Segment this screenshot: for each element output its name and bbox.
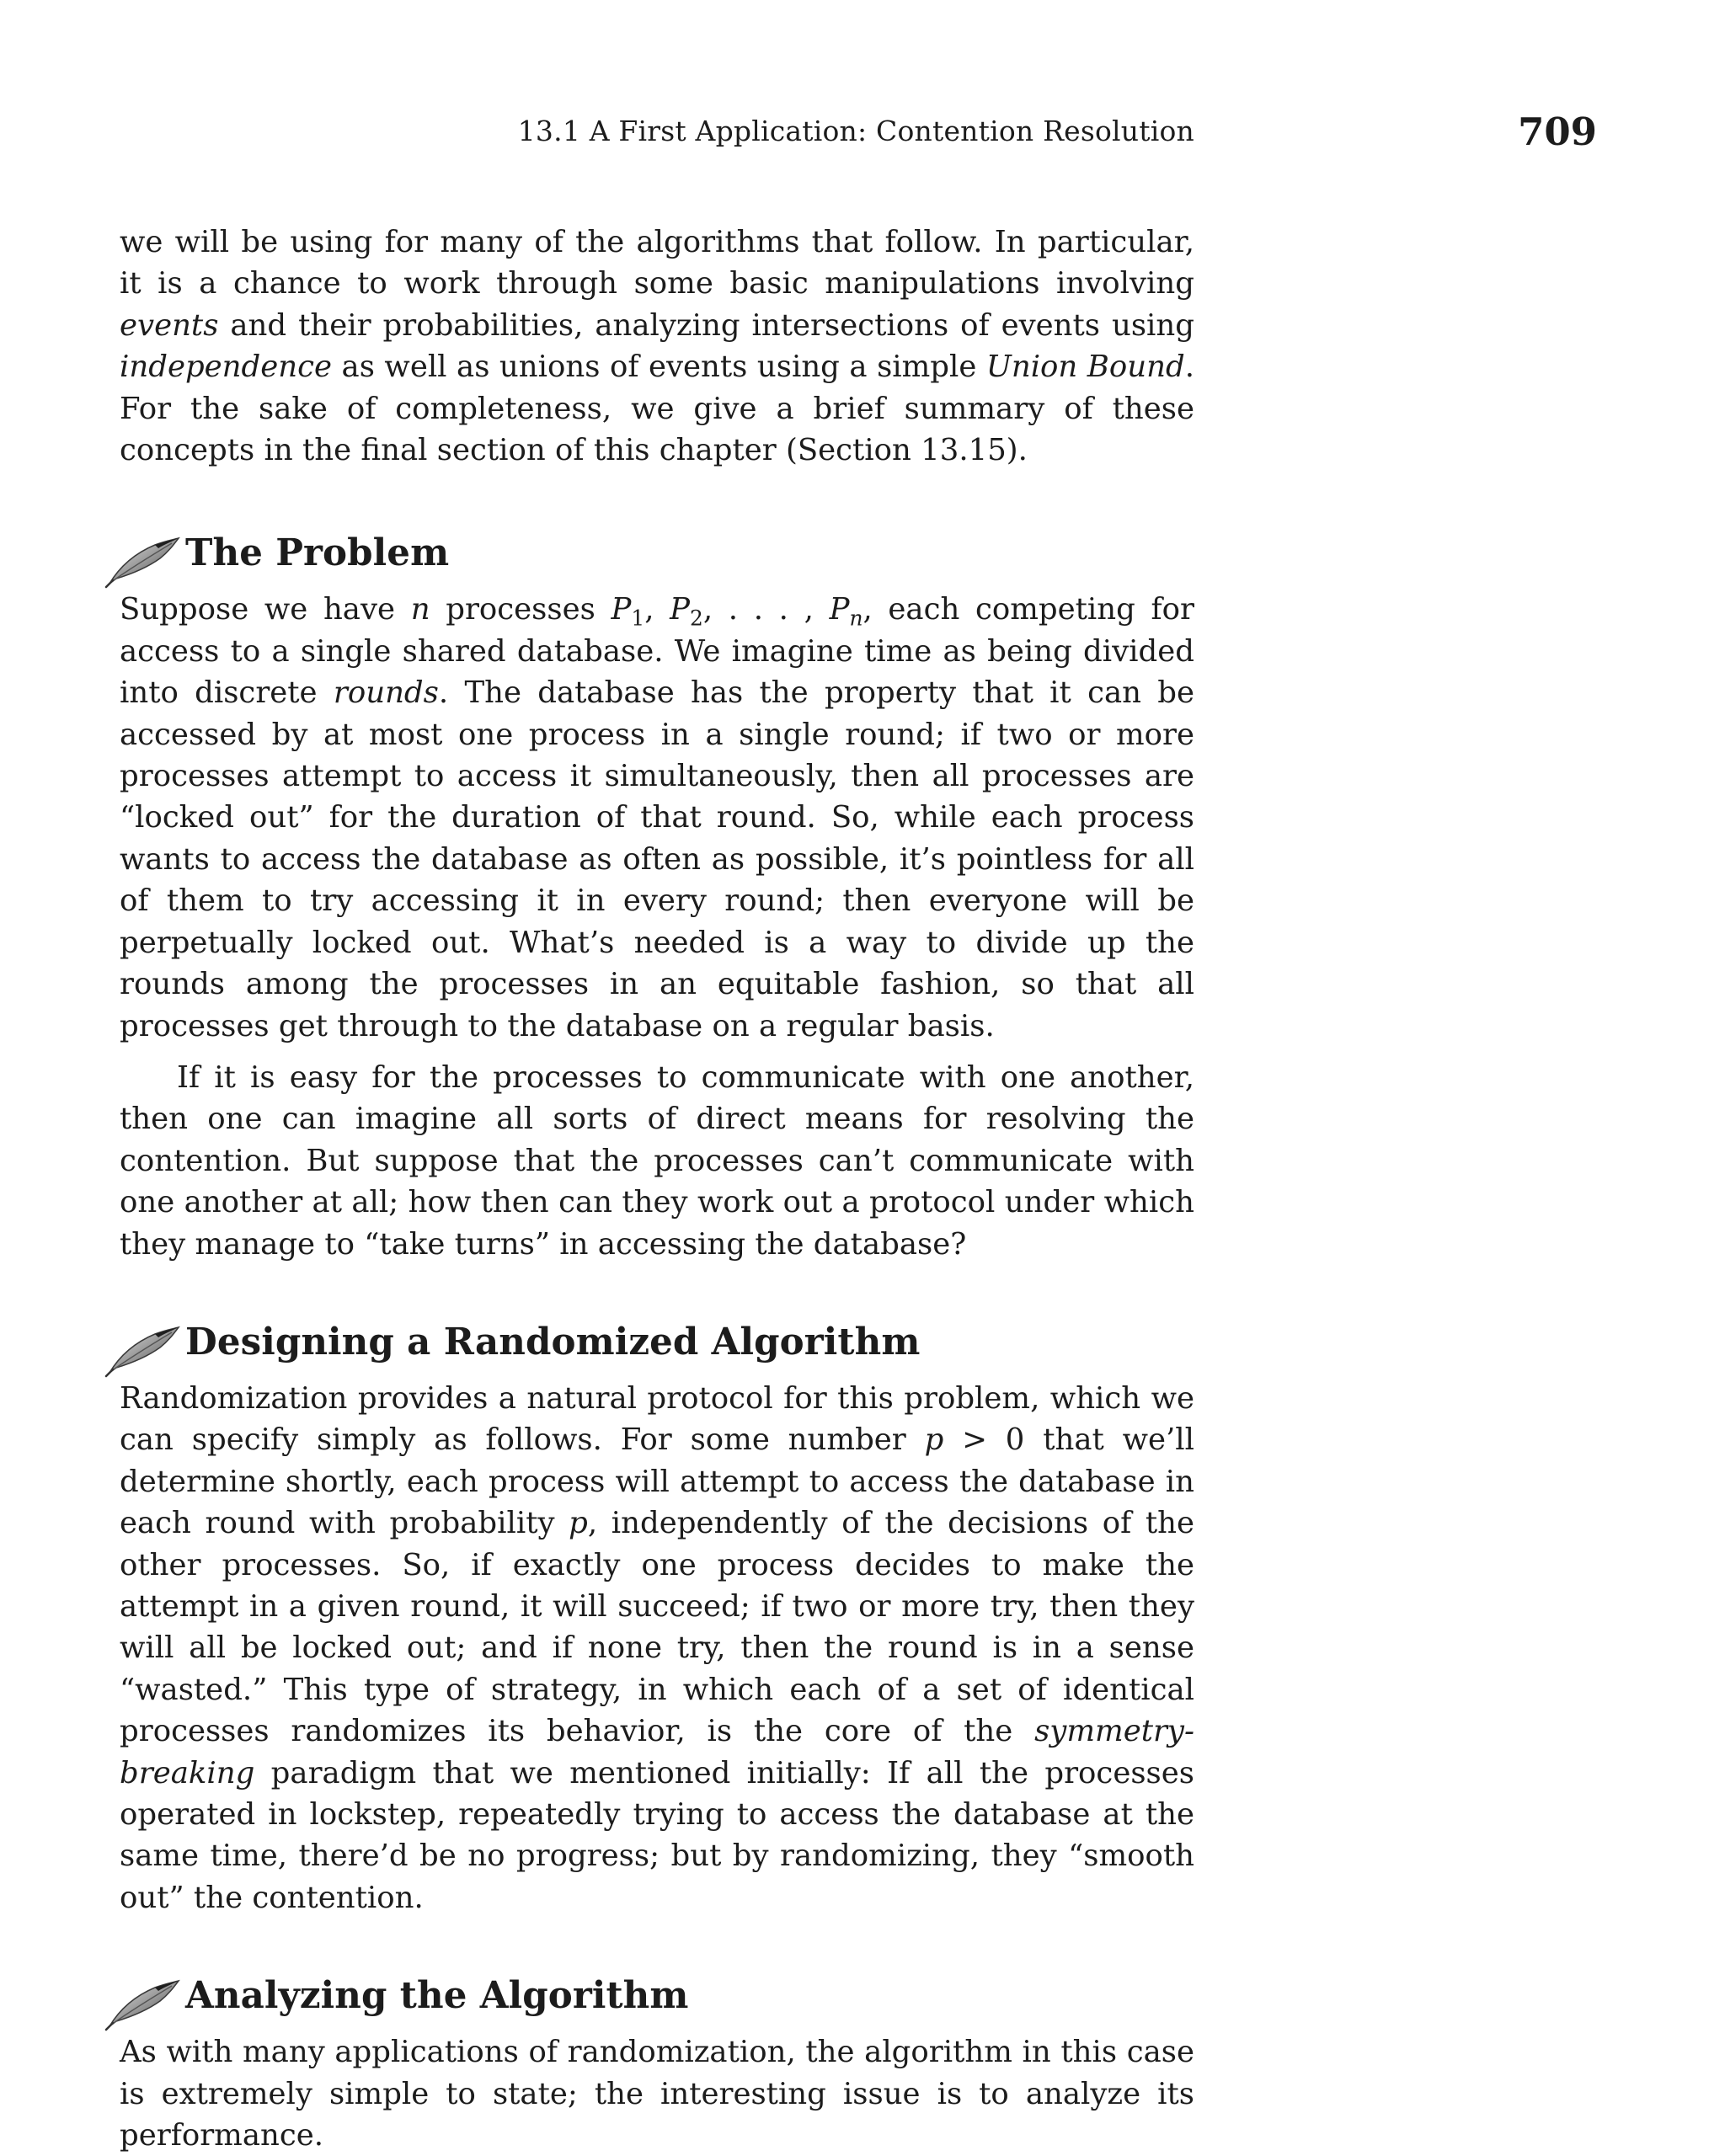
feather-pen-icon — [104, 1322, 180, 1378]
analysis-paragraph: As with many applications of randomization, the algorithm in this case is extremely simple to state; the interesting issue is to analyze its performance. — [120, 2035, 1194, 2153]
running-head: 13.1 A First Application: Contention Resolution — [517, 115, 1194, 147]
section-the-problem — [120, 526, 1194, 1265]
section-analyzing-algorithm — [120, 1969, 1194, 2156]
section-heading: Designing a Randomized Algorithm — [185, 1320, 921, 1364]
section-heading: The Problem — [185, 531, 450, 575]
problem-paragraph-1: Suppose we have n processes $P_1$, $P_2$, . . . , $P_n$, each competing for access to a single shared database. We imagine time as being divided into discrete rounds. The database has the property that it can be accessed by at most one process in a single round; if two or more processes attempt to access it simultaneously, then all processes are “locked out” for the duration of that round. So, while each process wants to access the database as often as possible, it’s pointless for all of them to try accessing it in every round; then everyone will be perpetually locked out. What’s needed is a way to divide up the rounds among the processes in an equitable fashion, so that all processes get through to the database on a regular basis. — [120, 592, 1194, 1043]
page-body — [120, 221, 1194, 2156]
design-paragraph: Randomization provides a natural protocol for this problem, which we can specify simply as follows. For some number p > 0 that we’ll determine shortly, each process will attempt to access the database in each round with probability p, independently of the decisions of the other processes. So, if exactly one process decides to make the attempt in a given round, it will succeed; if two or more try, then they will all be locked out; and if none try, then the round is in a sense “wasted.” This type of strategy, in which each of a set of identical processes randomizes its behavior, is the core of the symmetry-breaking paradigm that we mentioned initially: If all the processes operated in lockstep, repeatedly trying to access the database at the same time, there’d be no progress; but by randomizing, they “smooth out” the contention. — [120, 1380, 1194, 1915]
feather-pen-icon — [104, 533, 180, 589]
section-designing-algorithm — [120, 1315, 1194, 1919]
page-number: 709 — [1518, 109, 1597, 154]
feather-pen-icon — [104, 1976, 180, 2031]
problem-paragraph-2: If it is easy for the processes to communicate with one another, then one can imagine all sorts of direct means for resolving the contention. But suppose that the processes can’t communicate with one another at all; how then can they work out a protocol under which they manage to “take turns” in accessing the database? — [120, 1059, 1194, 1262]
intro-paragraph: we will be using for many of the algorithms that follow. In particular, it is a chance to work through some basic manipulations involving events and their probabilities, analyzing intersections of events using independence as well as unions of events using a simple Union Bound. For the sake of completeness, we give a brief summary of these concepts in the final section of this chapter (Section 13.15). — [120, 225, 1194, 468]
section-heading: Analyzing the Algorithm — [185, 1974, 689, 2018]
